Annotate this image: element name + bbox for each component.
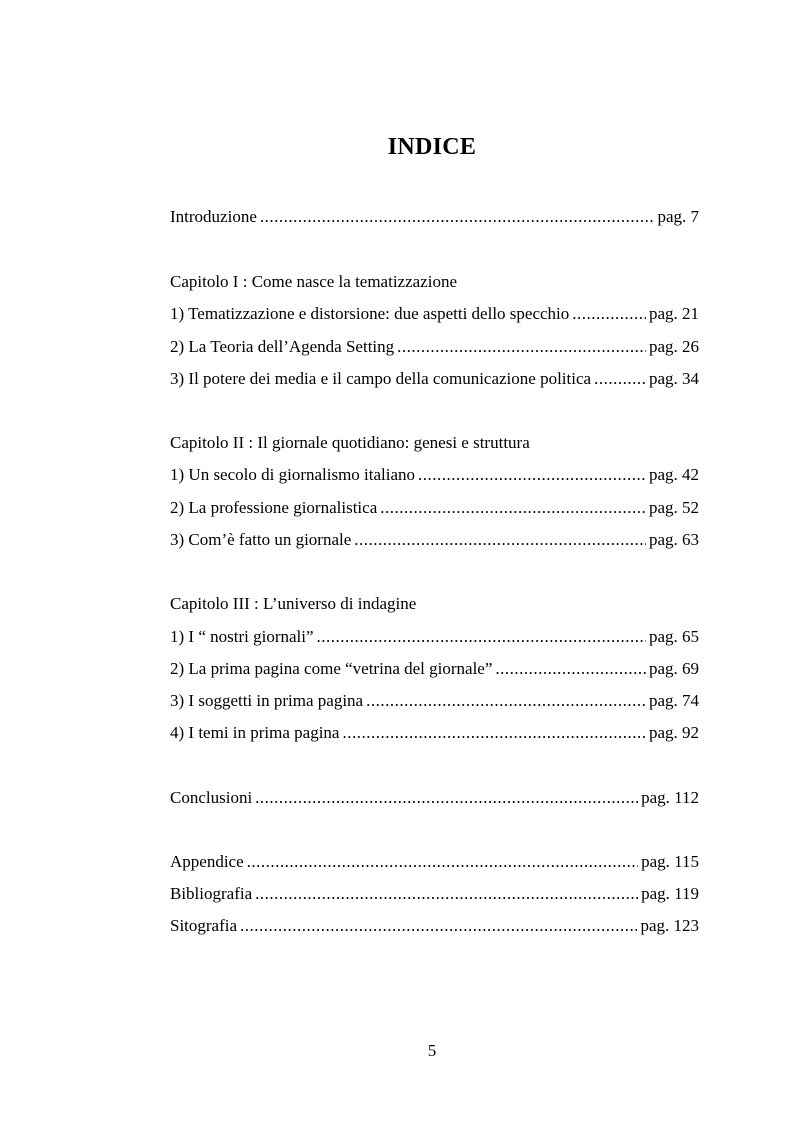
page-number: 5 <box>427 1041 437 1060</box>
toc-entry-bibliografia <box>170 883 699 905</box>
toc-entry-label: 1) Un secolo di giornalismo italiano <box>170 465 416 484</box>
dot-leader <box>354 529 646 551</box>
toc-entry <box>170 336 699 358</box>
toc-entry <box>170 690 699 712</box>
toc-entry-page: pag. 119 <box>641 884 699 903</box>
toc-entry-page: pag. 69 <box>648 659 699 678</box>
toc-entry-label: 2) La prima pagina come “vetrina del giornale” <box>170 659 493 678</box>
toc-chapter-heading-3 <box>170 593 699 615</box>
toc-entry <box>170 464 699 486</box>
dot-leader <box>240 915 637 937</box>
toc-entry <box>170 722 699 744</box>
toc-entry <box>170 658 699 680</box>
toc-chapter-label: Capitolo I : Come nasce la tematizzazione <box>170 272 457 291</box>
toc-entry-label: Appendice <box>170 852 244 871</box>
toc-entry-label: 1) Tematizzazione e distorsione: due aspetti dello specchio <box>170 304 570 323</box>
dot-leader <box>380 497 646 519</box>
dot-leader <box>495 658 646 680</box>
toc-entry-introduzione <box>170 206 699 228</box>
toc-chapter-label: Capitolo II : Il giornale quotidiano: genesi e struttura <box>170 433 530 452</box>
toc-entry-label: 3) Com’è fatto un giornale <box>170 530 352 549</box>
toc-entry-label: 1) I “ nostri giornali” <box>170 627 314 646</box>
toc-entry-label: 3) Il potere dei media e il campo della comunicazione politica <box>170 369 592 388</box>
toc-entry <box>170 368 699 390</box>
toc-entry-page: pag. 52 <box>648 498 699 517</box>
toc-entry-label: Conclusioni <box>170 788 253 807</box>
toc-entry-page: pag. 42 <box>648 465 699 484</box>
toc-entry <box>170 303 699 325</box>
toc-entry-appendice <box>170 851 699 873</box>
dot-leader <box>397 336 646 358</box>
toc-chapter-label: Capitolo III : L’universo di indagine <box>170 594 417 613</box>
dot-leader <box>260 206 655 228</box>
toc-entry <box>170 497 699 519</box>
toc-entry-label: 2) La professione giornalistica <box>170 498 378 517</box>
toc-entry-page: pag. 65 <box>648 627 699 646</box>
toc-entry-page: pag. 92 <box>648 723 699 742</box>
toc-entry-page: pag. 26 <box>648 337 699 356</box>
dot-leader <box>255 883 638 905</box>
toc-entry-label: Sitografia <box>170 916 238 935</box>
toc-entry <box>170 626 699 648</box>
toc-entry-label: Introduzione <box>170 207 257 226</box>
toc-entry-label: 3) I soggetti in prima pagina <box>170 691 364 710</box>
toc-entry-page: pag. 63 <box>648 530 699 549</box>
toc-entry <box>170 529 699 551</box>
toc-entry-page: pag. 123 <box>640 916 699 935</box>
dot-leader <box>255 787 638 809</box>
toc-entry-sitografia <box>170 915 699 937</box>
toc-entry-page: pag. 34 <box>648 369 699 388</box>
toc-entry-page: pag. 7 <box>657 207 699 226</box>
toc-entry-conclusioni <box>170 787 699 809</box>
toc-entry-page: pag. 115 <box>641 852 699 871</box>
dot-leader <box>594 368 646 390</box>
toc-entry-page: pag. 112 <box>641 788 699 807</box>
dot-leader <box>247 851 638 873</box>
dot-leader <box>366 690 646 712</box>
toc-entry-page: pag. 74 <box>648 691 699 710</box>
page-title: INDICE <box>387 134 477 160</box>
toc-entry-label: 4) I temi in prima pagina <box>170 723 340 742</box>
toc-chapter-heading-1 <box>170 271 699 293</box>
toc-entry-page: pag. 21 <box>648 304 699 323</box>
dot-leader <box>317 626 646 648</box>
dot-leader <box>572 303 646 325</box>
toc-entry-label: 2) La Teoria dell’Agenda Setting <box>170 337 395 356</box>
dot-leader <box>342 722 645 744</box>
dot-leader <box>418 464 646 486</box>
toc-entry-label: Bibliografia <box>170 884 253 903</box>
toc-chapter-heading-2 <box>170 432 699 454</box>
